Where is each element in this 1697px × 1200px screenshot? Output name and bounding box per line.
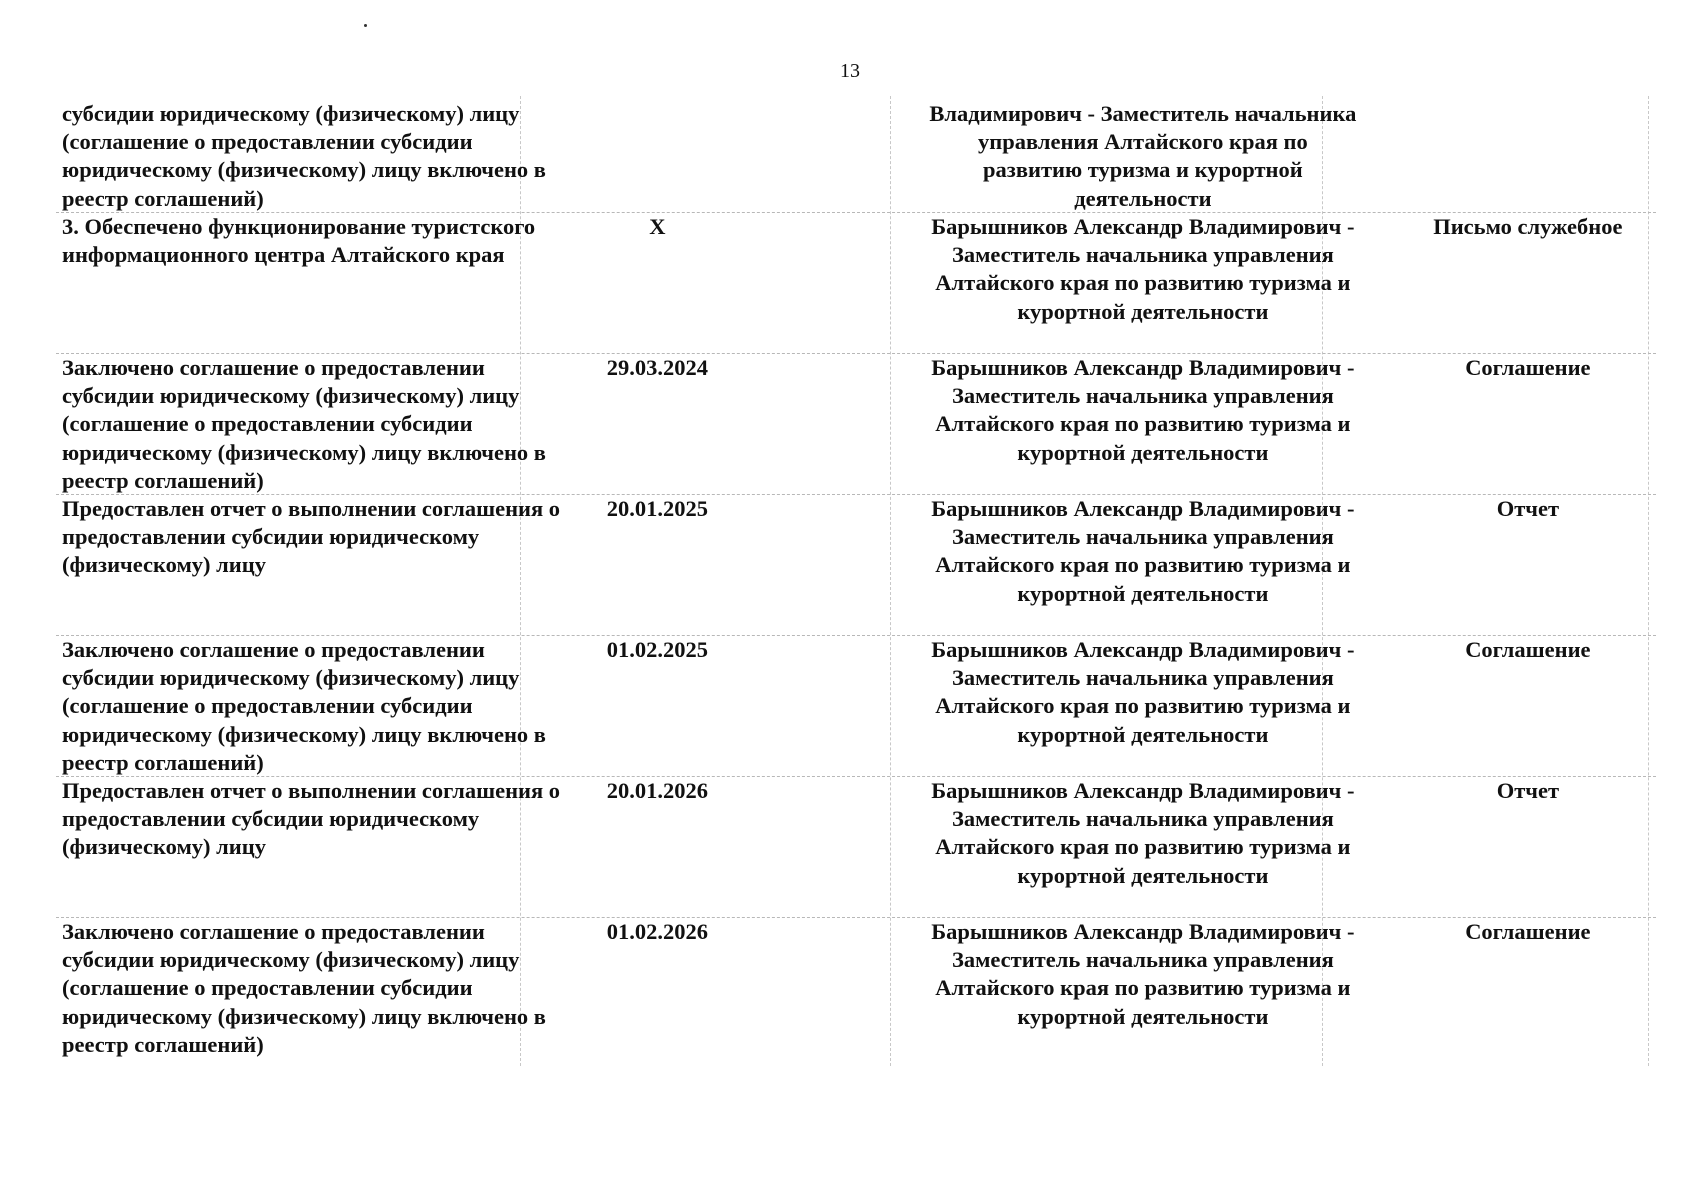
- responsible-person: Барышников Александр Владимирович - Заместитель начальника управления Алтайского края по развитию туризма и курортной деятельности: [931, 214, 1355, 324]
- responsible-person: Барышников Александр Владимирович - Заместитель начальника управления Алтайского края по развитию туризма и курортной деятельности: [931, 496, 1355, 606]
- responsible-person: Владимирович - Заместитель начальника управления Алтайского края по развитию туризма и курортной деятельности: [929, 101, 1357, 211]
- document-type: Соглашение: [1465, 637, 1591, 662]
- responsible-cell: [926, 918, 1360, 1059]
- event-description-cell: [56, 100, 569, 213]
- document-type-cell: [1360, 354, 1656, 495]
- responsible-person: Барышников Александр Владимирович - Заместитель начальника управления Алтайского края по развитию туризма и курортной деятельности: [931, 919, 1355, 1029]
- deadline-cell: [569, 213, 926, 354]
- table-row: [56, 918, 1656, 1059]
- event-description-cell: [56, 354, 569, 495]
- responsible-cell: [926, 354, 1360, 495]
- scan-dot: [364, 24, 367, 27]
- deadline-cell: [569, 495, 926, 636]
- responsible-cell: [926, 100, 1360, 213]
- document-type: Соглашение: [1465, 355, 1591, 380]
- responsible-person: Барышников Александр Владимирович - Заместитель начальника управления Алтайского края по развитию туризма и курортной деятельности: [931, 637, 1355, 747]
- deadline-cell: [569, 918, 926, 1059]
- deadline-cell: [569, 636, 926, 777]
- document-type-cell: [1360, 100, 1656, 213]
- event-description: Заключено соглашение о предоставлении субсидии юридическому (физическому) лицу (соглашение о предоставлении субсидии юридическому (физическому) лицу включено в реестр соглашений): [62, 637, 546, 775]
- event-description: Заключено соглашение о предоставлении субсидии юридическому (физическому) лицу (соглашение о предоставлении субсидии юридическому (физическому) лицу включено в реестр соглашений): [62, 919, 546, 1057]
- table-row: [56, 213, 1656, 354]
- event-description: субсидии юридическому (физическому) лицу (соглашение о предоставлении субсидии юридическому (физическому) лицу включено в реестр соглашений): [62, 101, 546, 211]
- document-type: Письмо служебное: [1433, 214, 1623, 239]
- document-type-cell: [1360, 495, 1656, 636]
- responsible-cell: [926, 213, 1360, 354]
- deadline: 01.02.2025: [606, 637, 708, 662]
- deadline-cell: [569, 777, 926, 918]
- document-type: Отчет: [1496, 778, 1560, 803]
- table-row: [56, 636, 1656, 777]
- responsible-cell: [926, 495, 1360, 636]
- event-description: Предоставлен отчет о выполнении соглашения о предоставлении субсидии юридическому (физическому) лицу: [62, 778, 561, 860]
- document-type-cell: [1360, 213, 1656, 354]
- document-type-cell: [1360, 777, 1656, 918]
- document-type: Отчет: [1496, 496, 1560, 521]
- responsible-cell: [926, 777, 1360, 918]
- document-type: Соглашение: [1465, 919, 1591, 944]
- deadline-cell: [569, 100, 926, 213]
- responsible-person: Барышников Александр Владимирович - Заместитель начальника управления Алтайского края по развитию туризма и курортной деятельности: [931, 355, 1355, 465]
- document-type-cell: [1360, 918, 1656, 1059]
- event-description-cell: [56, 636, 569, 777]
- event-description: Заключено соглашение о предоставлении субсидии юридическому (физическому) лицу (соглашение о предоставлении субсидии юридическому (физическому) лицу включено в реестр соглашений): [62, 355, 546, 493]
- table-row: [56, 495, 1656, 636]
- event-description-cell: [56, 213, 569, 354]
- deadline: 29.03.2024: [606, 355, 708, 380]
- deadline: 20.01.2026: [606, 778, 708, 803]
- responsible-cell: [926, 636, 1360, 777]
- event-description-cell: [56, 777, 569, 918]
- table-row: [56, 777, 1656, 918]
- event-description: 3. Обеспечено функционирование туристского информационного центра Алтайского края: [62, 214, 536, 268]
- deadline-cell: [569, 354, 926, 495]
- deadline: X: [649, 214, 666, 239]
- deadline: 20.01.2025: [606, 496, 708, 521]
- page-number: 13: [840, 60, 860, 82]
- table-row: [56, 354, 1656, 495]
- document-type-cell: [1360, 636, 1656, 777]
- event-description-cell: [56, 495, 569, 636]
- event-description-cell: [56, 918, 569, 1059]
- event-description: Предоставлен отчет о выполнении соглашения о предоставлении субсидии юридическому (физическому) лицу: [62, 496, 561, 578]
- responsible-person: Барышников Александр Владимирович - Заместитель начальника управления Алтайского края по развитию туризма и курортной деятельности: [931, 778, 1355, 888]
- plan-table: [56, 100, 1656, 1059]
- deadline: 01.02.2026: [606, 919, 708, 944]
- table-row: [56, 100, 1656, 213]
